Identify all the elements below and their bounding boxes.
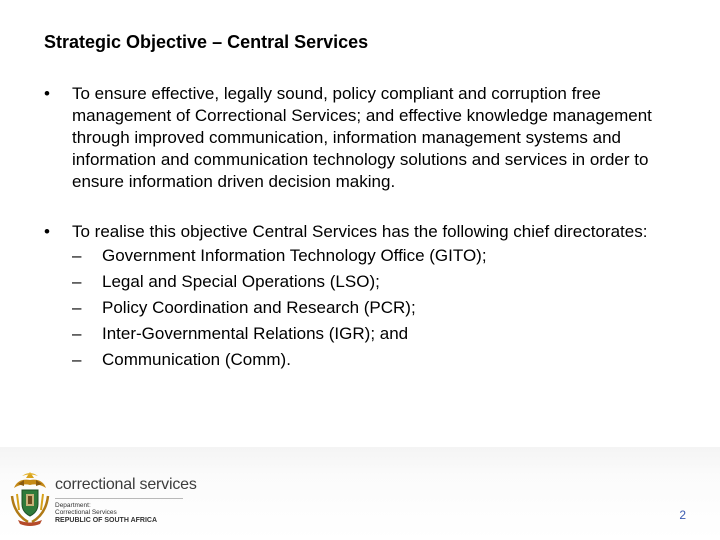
logo-brand-name: correctional services bbox=[55, 476, 197, 493]
bullet-marker: • bbox=[44, 222, 50, 241]
bullet-text: To ensure effective, legally sound, policy compliant and corruption free management of Correctional Services; and effective knowledge management through improved communication, information management systems and information and communication technology solutions and services in order to ensure information driven decision making. bbox=[72, 84, 652, 191]
department-logo bbox=[55, 476, 197, 525]
logo-country: REPUBLIC OF SOUTH AFRICA bbox=[55, 517, 158, 524]
sub-item-text: Communication (Comm). bbox=[102, 350, 291, 369]
logo-divider bbox=[55, 498, 183, 499]
sub-list-item bbox=[72, 321, 674, 347]
slide-title: Strategic Objective – Central Services bbox=[44, 32, 369, 52]
page-number: 2 bbox=[679, 508, 686, 522]
sub-item-text: Policy Coordination and Research (PCR); bbox=[102, 298, 416, 317]
sub-list-item bbox=[72, 269, 674, 295]
logo-department-name: Correctional Services bbox=[55, 509, 117, 516]
dash-marker: – bbox=[72, 246, 82, 265]
sub-list-item bbox=[72, 347, 674, 373]
bullet-text: To realise this objective Central Services has the following chief directorates: bbox=[72, 222, 648, 241]
sub-list-item bbox=[72, 295, 674, 321]
sub-item-text: Legal and Special Operations (LSO); bbox=[102, 272, 380, 291]
sub-item-text: Government Information Technology Office (GITO); bbox=[102, 246, 487, 265]
bullet-item bbox=[44, 83, 674, 193]
coat-of-arms-icon bbox=[8, 470, 52, 528]
sub-list bbox=[72, 243, 674, 373]
sub-list-item bbox=[72, 243, 674, 269]
bullet-item bbox=[44, 221, 674, 373]
sub-item-text: Inter-Governmental Relations (IGR); and bbox=[102, 324, 409, 343]
dash-marker: – bbox=[72, 272, 82, 291]
bullet-marker: • bbox=[44, 84, 50, 103]
dash-marker: – bbox=[72, 350, 82, 369]
dash-marker: – bbox=[72, 298, 82, 317]
logo-department-label: Department: bbox=[55, 502, 91, 509]
dash-marker: – bbox=[72, 324, 82, 343]
